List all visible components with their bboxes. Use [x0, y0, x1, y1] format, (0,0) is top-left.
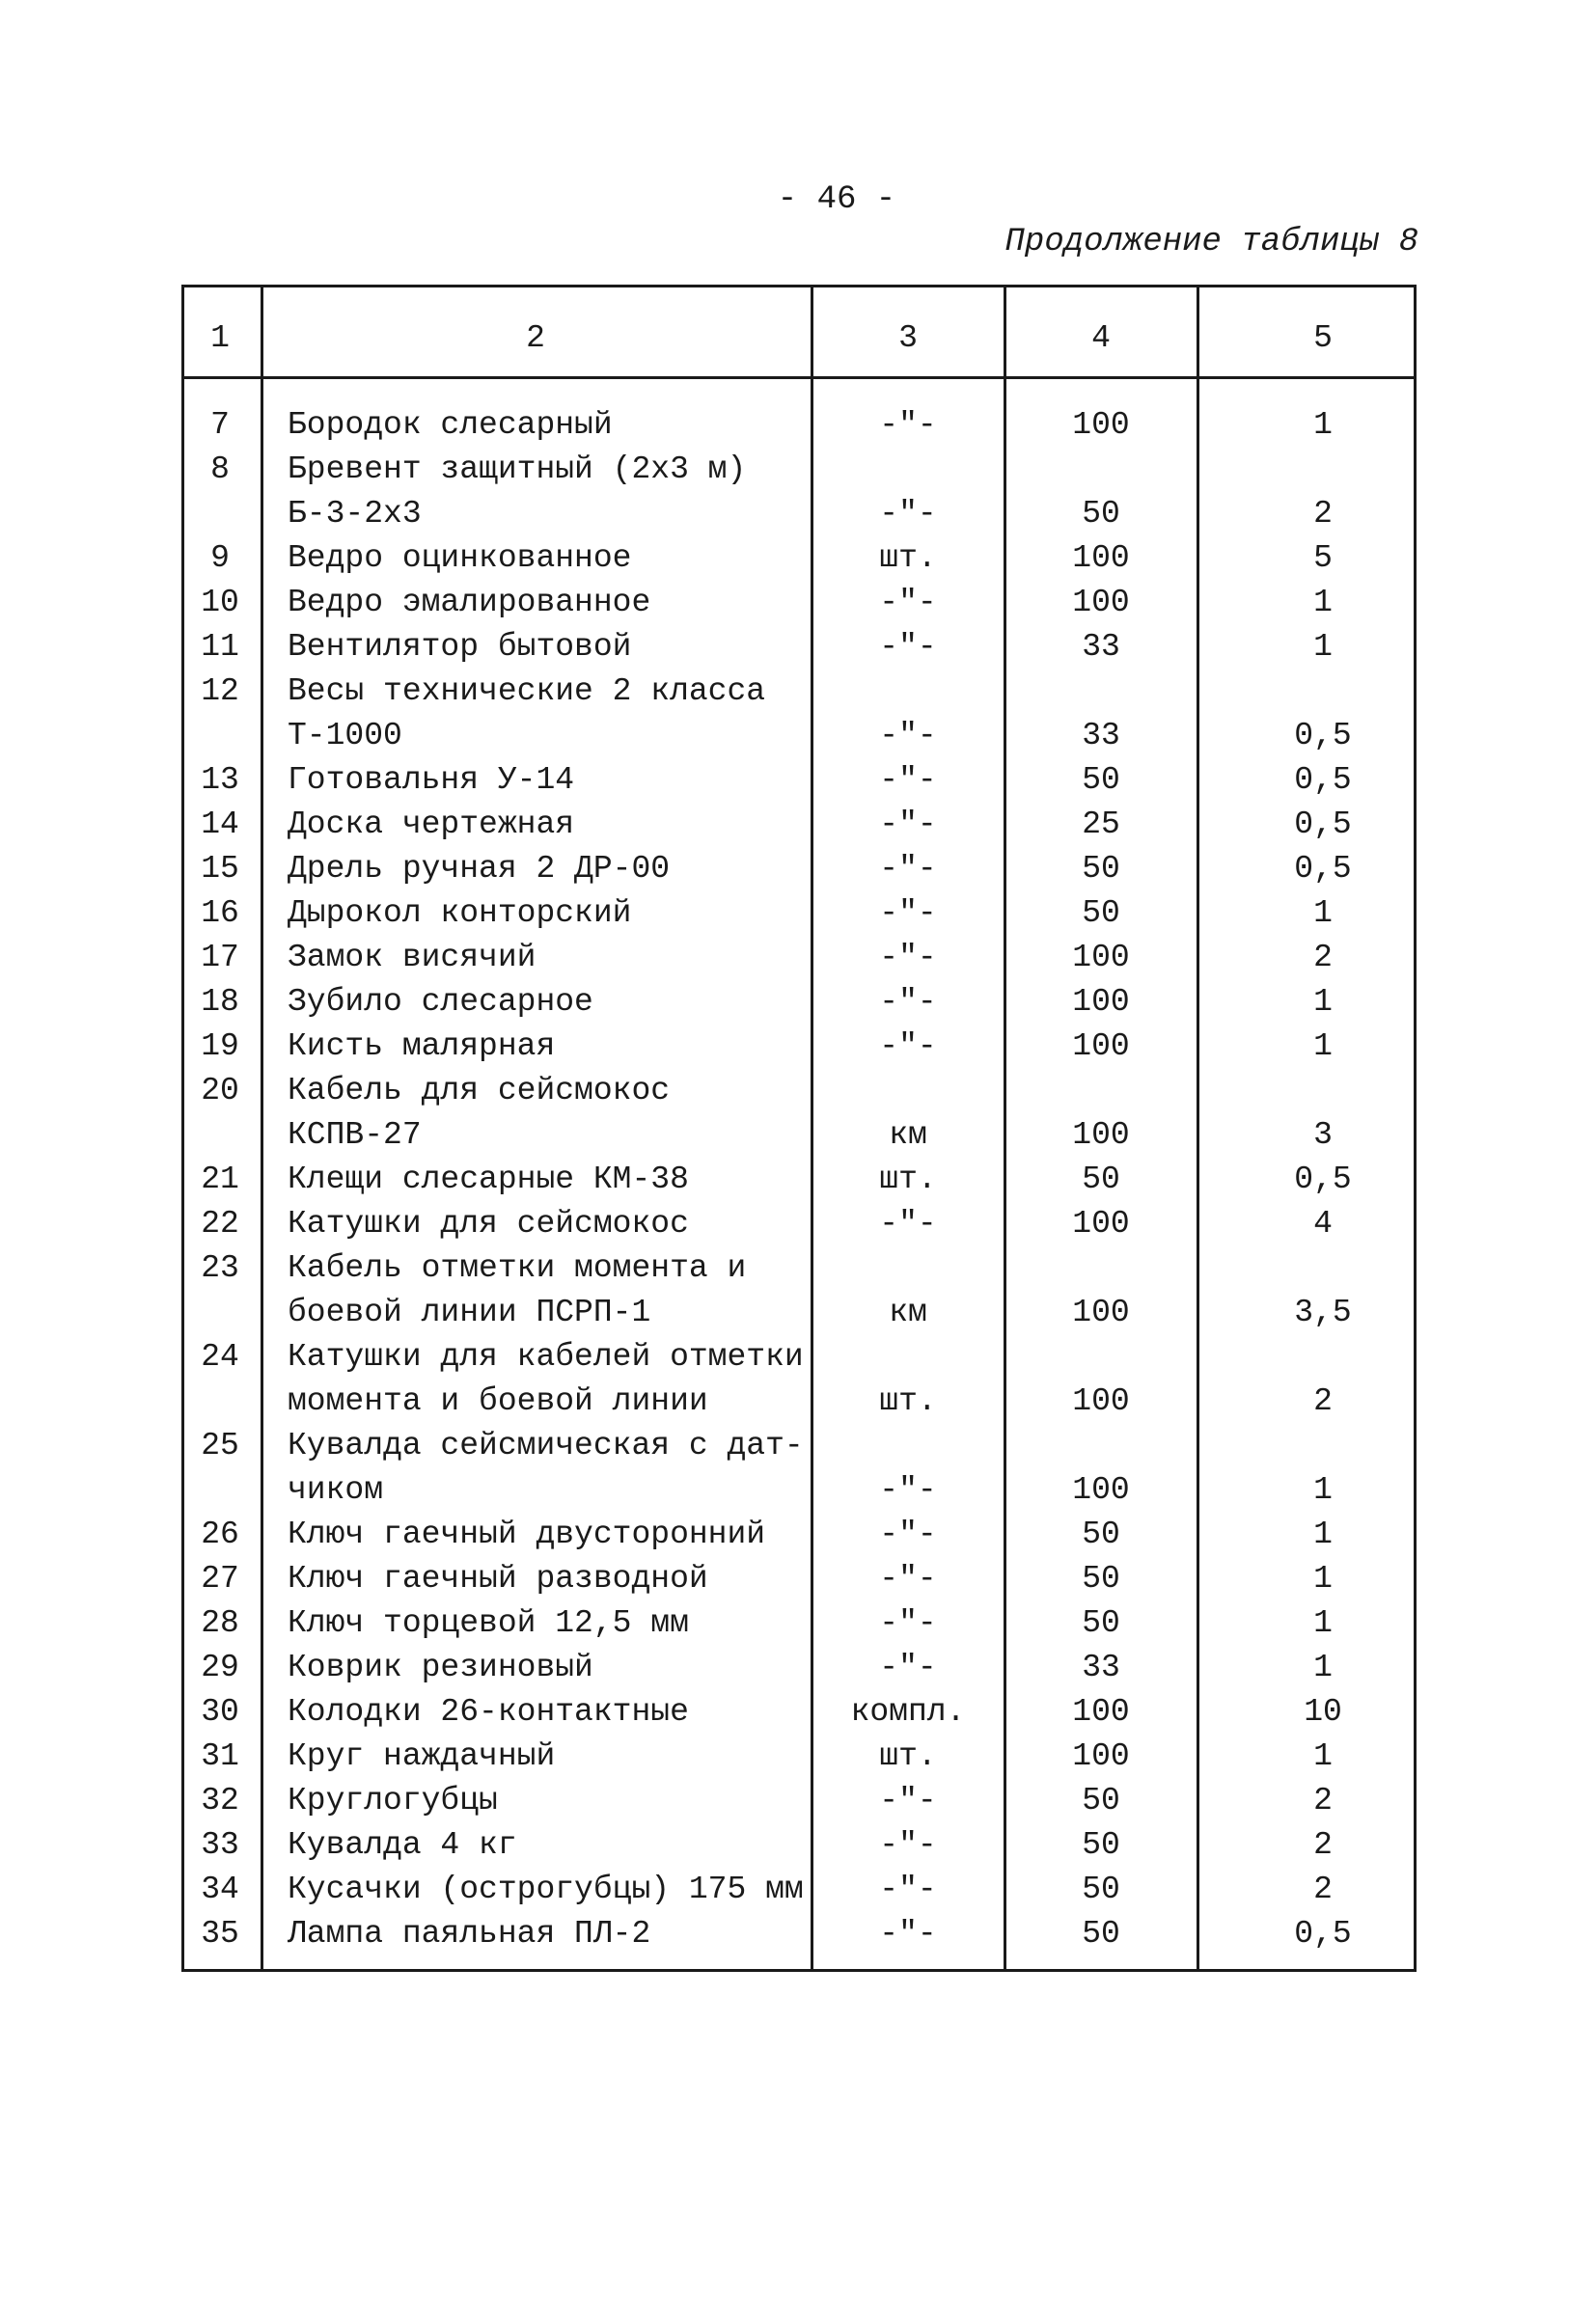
- row-name: Ключ гаечный разводной: [288, 1561, 708, 1597]
- row-unit: км: [889, 1117, 927, 1153]
- row-value-4: 50: [1082, 1783, 1120, 1818]
- row-value-4: 100: [1072, 1694, 1130, 1730]
- row-value-5: 2: [1313, 1827, 1333, 1863]
- row-number: 17: [201, 940, 239, 975]
- header-col-3: 3: [898, 320, 918, 356]
- row-unit: -"-: [879, 984, 937, 1020]
- row-unit: компл.: [850, 1694, 966, 1730]
- row-unit: -"-: [879, 940, 937, 975]
- header-col-1: 1: [210, 320, 230, 356]
- row-value-4: 50: [1082, 1827, 1120, 1863]
- row-unit: -"-: [879, 807, 937, 842]
- row-value-4: 50: [1082, 1916, 1120, 1952]
- column-rule: [811, 287, 813, 1969]
- row-name: Коврик резиновый: [288, 1650, 593, 1685]
- row-number: 19: [201, 1028, 239, 1064]
- row-unit: км: [889, 1295, 927, 1330]
- row-value-4: 100: [1072, 1295, 1130, 1330]
- row-name: Кусачки (острогубцы) 175 мм: [288, 1872, 804, 1907]
- row-number: 8: [210, 451, 230, 487]
- row-number: 34: [201, 1872, 239, 1907]
- row-number: 30: [201, 1694, 239, 1730]
- row-value-5: 2: [1313, 496, 1333, 532]
- row-unit: -"-: [879, 851, 937, 887]
- row-unit: шт.: [879, 1738, 937, 1774]
- row-name: Весы технические 2 класса: [288, 673, 766, 709]
- row-value-5: 10: [1304, 1694, 1342, 1730]
- row-unit: -"-: [879, 1561, 937, 1597]
- row-value-4: 100: [1072, 540, 1130, 576]
- row-value-4: 100: [1072, 585, 1130, 620]
- row-value-4: 50: [1082, 762, 1120, 798]
- row-number: 21: [201, 1162, 239, 1197]
- row-number: 16: [201, 895, 239, 931]
- row-value-5: 2: [1313, 1872, 1333, 1907]
- row-value-5: 0,5: [1294, 762, 1352, 798]
- row-value-5: 0,5: [1294, 1162, 1352, 1197]
- row-value-4: 33: [1082, 629, 1120, 665]
- row-name: Дырокол конторский: [288, 895, 632, 931]
- row-name: Катушки для кабелей отметки: [288, 1339, 804, 1375]
- row-value-4: 50: [1082, 895, 1120, 931]
- bottom-rule: [181, 1969, 1417, 1972]
- row-name: Кувалда 4 кг: [288, 1827, 517, 1863]
- column-rule: [1197, 287, 1199, 1969]
- row-name: боевой линии ПСРП-1: [288, 1295, 651, 1330]
- row-name: Ключ торцевой 12,5 мм: [288, 1605, 689, 1641]
- row-value-5: 1: [1313, 585, 1333, 620]
- row-value-5: 3: [1313, 1117, 1333, 1153]
- row-value-4: 33: [1082, 1650, 1120, 1685]
- header-col-4: 4: [1091, 320, 1111, 356]
- row-unit: -"-: [879, 895, 937, 931]
- row-name: момента и боевой линии: [288, 1383, 708, 1419]
- row-name: Кабель отметки момента и: [288, 1250, 747, 1286]
- column-rule: [1004, 287, 1006, 1969]
- row-value-5: 2: [1313, 1783, 1333, 1818]
- row-number: 9: [210, 540, 230, 576]
- row-number: 18: [201, 984, 239, 1020]
- page-number: - 46 -: [777, 181, 896, 218]
- row-name: Бородок слесарный: [288, 407, 613, 443]
- row-number: 11: [201, 629, 239, 665]
- row-value-5: 0,5: [1294, 807, 1352, 842]
- row-number: 15: [201, 851, 239, 887]
- row-number: 23: [201, 1250, 239, 1286]
- row-unit: шт.: [879, 540, 937, 576]
- row-number: 20: [201, 1073, 239, 1108]
- row-name: Доска чертежная: [288, 807, 575, 842]
- row-value-4: 100: [1072, 1117, 1130, 1153]
- row-value-4: 50: [1082, 1872, 1120, 1907]
- row-value-4: 100: [1072, 1383, 1130, 1419]
- row-value-5: 1: [1313, 984, 1333, 1020]
- row-value-5: 1: [1313, 1028, 1333, 1064]
- row-value-4: 50: [1082, 1517, 1120, 1552]
- row-name: Круг наждачный: [288, 1738, 556, 1774]
- row-value-5: 2: [1313, 1383, 1333, 1419]
- row-value-4: 100: [1072, 940, 1130, 975]
- row-value-4: 100: [1072, 1028, 1130, 1064]
- row-value-5: 1: [1313, 1605, 1333, 1641]
- row-unit: -"-: [879, 1783, 937, 1818]
- row-name: Вентилятор бытовой: [288, 629, 632, 665]
- inventory-table: [181, 285, 1417, 1969]
- row-value-4: 100: [1072, 1738, 1130, 1774]
- row-value-5: 5: [1313, 540, 1333, 576]
- row-unit: шт.: [879, 1383, 937, 1419]
- row-unit: -"-: [879, 1517, 937, 1552]
- row-number: 31: [201, 1738, 239, 1774]
- row-number: 35: [201, 1916, 239, 1952]
- row-value-5: 1: [1313, 1517, 1333, 1552]
- row-unit: -"-: [879, 585, 937, 620]
- row-unit: -"-: [879, 1827, 937, 1863]
- row-unit: -"-: [879, 1916, 937, 1952]
- row-unit: -"-: [879, 629, 937, 665]
- row-number: 27: [201, 1561, 239, 1597]
- row-value-4: 50: [1082, 851, 1120, 887]
- row-value-4: 50: [1082, 1162, 1120, 1197]
- row-value-4: 50: [1082, 1605, 1120, 1641]
- row-number: 26: [201, 1517, 239, 1552]
- row-number: 32: [201, 1783, 239, 1818]
- row-number: 29: [201, 1650, 239, 1685]
- row-number: 13: [201, 762, 239, 798]
- table-continuation-caption: Продолжение таблицы 8: [1004, 224, 1418, 260]
- row-number: 12: [201, 673, 239, 709]
- row-name: Кабель для сейсмокос: [288, 1073, 671, 1108]
- row-value-5: 4: [1313, 1206, 1333, 1242]
- row-name: КСПВ-27: [288, 1117, 422, 1153]
- row-value-5: 1: [1313, 629, 1333, 665]
- row-unit: шт.: [879, 1162, 937, 1197]
- row-value-5: 1: [1313, 1561, 1333, 1597]
- row-name: Круглогубцы: [288, 1783, 498, 1818]
- row-name: Кисть малярная: [288, 1028, 556, 1064]
- row-name: Дрель ручная 2 ДР-00: [288, 851, 671, 887]
- row-value-4: 50: [1082, 496, 1120, 532]
- row-value-5: 1: [1313, 895, 1333, 931]
- row-unit: -"-: [879, 496, 937, 532]
- row-number: 33: [201, 1827, 239, 1863]
- row-name: Т-1000: [288, 718, 402, 753]
- row-number: 10: [201, 585, 239, 620]
- row-name: Ведро оцинкованное: [288, 540, 632, 576]
- row-name: Кувалда сейсмическая с дат-: [288, 1428, 804, 1463]
- row-value-4: 33: [1082, 718, 1120, 753]
- row-name: Лампа паяльная ПЛ-2: [288, 1916, 651, 1952]
- row-number: 25: [201, 1428, 239, 1463]
- row-unit: -"-: [879, 1028, 937, 1064]
- row-value-4: 100: [1072, 407, 1130, 443]
- row-value-4: 100: [1072, 984, 1130, 1020]
- row-number: 24: [201, 1339, 239, 1375]
- header-col-2: 2: [526, 320, 545, 356]
- row-unit: -"-: [879, 407, 937, 443]
- row-name: Ключ гаечный двусторонний: [288, 1517, 766, 1552]
- row-value-5: 1: [1313, 1472, 1333, 1508]
- row-name: Готовальня У-14: [288, 762, 575, 798]
- row-unit: -"-: [879, 1605, 937, 1641]
- row-unit: -"-: [879, 1872, 937, 1907]
- row-value-4: 100: [1072, 1206, 1130, 1242]
- row-name: Зубило слесарное: [288, 984, 593, 1020]
- row-value-5: 1: [1313, 407, 1333, 443]
- row-unit: -"-: [879, 1472, 937, 1508]
- row-name: чиком: [288, 1472, 384, 1508]
- row-value-5: 0,5: [1294, 851, 1352, 887]
- row-value-5: 1: [1313, 1738, 1333, 1774]
- row-value-4: 100: [1072, 1472, 1130, 1508]
- row-number: 7: [210, 407, 230, 443]
- row-name: Б-3-2х3: [288, 496, 422, 532]
- row-name: Колодки 26-контактные: [288, 1694, 689, 1730]
- row-value-5: 2: [1313, 940, 1333, 975]
- row-unit: -"-: [879, 1650, 937, 1685]
- row-value-5: 0,5: [1294, 1916, 1352, 1952]
- header-col-5: 5: [1313, 320, 1333, 356]
- row-name: Замок висячий: [288, 940, 537, 975]
- row-number: 14: [201, 807, 239, 842]
- row-unit: -"-: [879, 718, 937, 753]
- row-name: Катушки для сейсмокос: [288, 1206, 689, 1242]
- row-name: Бревент защитный (2х3 м): [288, 451, 747, 487]
- row-value-5: 3,5: [1294, 1295, 1352, 1330]
- header-rule: [181, 376, 1417, 379]
- row-value-5: 0,5: [1294, 718, 1352, 753]
- row-name: Клещи слесарные КМ-38: [288, 1162, 689, 1197]
- column-rule: [261, 287, 263, 1969]
- row-number: 28: [201, 1605, 239, 1641]
- row-number: 22: [201, 1206, 239, 1242]
- row-unit: -"-: [879, 762, 937, 798]
- row-value-4: 50: [1082, 1561, 1120, 1597]
- row-unit: -"-: [879, 1206, 937, 1242]
- row-value-5: 1: [1313, 1650, 1333, 1685]
- row-name: Ведро эмалированное: [288, 585, 651, 620]
- row-value-4: 25: [1082, 807, 1120, 842]
